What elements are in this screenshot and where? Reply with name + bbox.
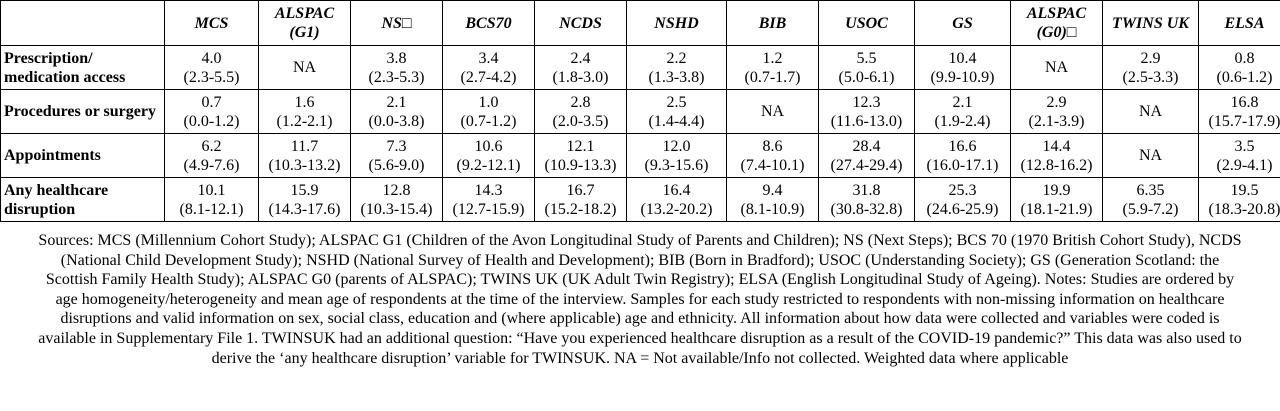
cell-estimate: 16.8 (1230, 93, 1259, 111)
cell-confidence-interval: (12.7-15.9) (452, 200, 525, 218)
table-cell (535, 134, 627, 178)
table-cell (1199, 46, 1280, 90)
cell-confidence-interval: (27.4-29.4) (830, 156, 903, 174)
table-row (1, 90, 1280, 134)
table-cell (535, 178, 627, 222)
table-cell (915, 178, 1011, 222)
cell-estimate: 2.9 (1046, 93, 1067, 111)
table-cell (443, 134, 535, 178)
cell-confidence-interval: (10.9-13.3) (544, 156, 617, 174)
table-cell (819, 134, 915, 178)
cell-estimate: 2.5 (666, 93, 687, 111)
cell-estimate: 16.4 (662, 181, 691, 199)
cell-estimate: 1.6 (294, 93, 315, 111)
cell-estimate: 3.4 (478, 49, 499, 67)
cell-confidence-interval: (18.1-21.9) (1020, 200, 1093, 218)
column-header: ELSA (1199, 1, 1280, 46)
table-body (1, 46, 1280, 222)
cell-confidence-interval: (0.0-1.2) (183, 112, 240, 130)
row-label: Appointments (1, 134, 165, 178)
cell-estimate: 12.8 (382, 181, 411, 199)
cell-estimate: 28.4 (852, 137, 881, 155)
cell-estimate: 3.5 (1234, 137, 1255, 155)
cell-confidence-interval: (5.0-6.1) (838, 68, 895, 86)
table-cell (1199, 134, 1280, 178)
table-cell (727, 134, 819, 178)
cell-confidence-interval: (8.1-12.1) (179, 200, 244, 218)
cell-confidence-interval: (4.9-7.6) (183, 156, 240, 174)
cell-estimate: 9.4 (762, 181, 783, 199)
table-cell (1103, 178, 1199, 222)
table-row (1, 46, 1280, 90)
cell-estimate: 1.2 (762, 49, 783, 67)
row-label: Any healthcare disruption (1, 178, 165, 222)
table-notes: Sources: MCS (Millennium Cohort Study); ALSPAC G1 (Children of the Avon Longitudinal Study of Parents and Children); NS (Next Steps); BCS 70 (1970 British Cohort Study), NCDS (National Child Development Study); NSHD (National Survey of Health and Development); BIB (Born in Bradford); USOC (Understanding Society); GS (Generation Scotland: the Scottish Family Health Study); ALSPAC G0 (parents of ALSPAC); TWINS UK (UK Adult Twin Registry); ELSA (English Longitudinal Study of Ageing). Notes: Studies are ordered by age homogeneity/heterogeneity and mean age of respondents at the time of the interview. Samples for each study restricted to respondents with non-missing information on healthcare disruptions and valid information on sex, social class, education and (where applicable) age and ethnicity. All information about how data were collected and variables were coded is available in Supplementary File 1. TWINSUK had an additional question: “Have you experienced healthcare disruption as a result of the COVID-19 pandemic?” This data was also used to derive the ‘any healthcare disruption’ variable for TWINSUK. NA = Not available/Info not collected. Weighted data where applicable (38, 232, 1242, 367)
cell-confidence-interval: (10.3-13.2) (268, 156, 341, 174)
cell-confidence-interval: (13.2-20.2) (640, 200, 713, 218)
cell-estimate: 0.7 (201, 93, 222, 111)
cell-confidence-interval: (12.8-16.2) (1020, 156, 1093, 174)
cell-confidence-interval: (5.9-7.2) (1122, 200, 1179, 218)
table-cell (915, 90, 1011, 134)
cell-confidence-interval: (2.1-3.9) (1028, 112, 1085, 130)
cell-confidence-interval: (0.7-1.2) (460, 112, 517, 130)
table-cell (165, 46, 259, 90)
cell-confidence-interval: (8.1-10.9) (740, 200, 805, 218)
table-cell (1199, 90, 1280, 134)
cell-estimate: 12.1 (566, 137, 595, 155)
cell-confidence-interval: (2.3-5.5) (183, 68, 240, 86)
table-cell (627, 46, 727, 90)
cell-estimate: 11.7 (290, 137, 319, 155)
cell-confidence-interval: (10.3-15.4) (360, 200, 433, 218)
cell-estimate: 8.6 (762, 137, 783, 155)
table-cell (535, 90, 627, 134)
cell-confidence-interval: (30.8-32.8) (830, 200, 903, 218)
cell-estimate: 19.9 (1042, 181, 1071, 199)
cell-confidence-interval: (1.2-2.1) (276, 112, 333, 130)
table-cell (1199, 178, 1280, 222)
table-cell (443, 90, 535, 134)
row-label: Prescription/ medication access (1, 46, 165, 90)
cell-confidence-interval: (9.3-15.6) (644, 156, 709, 174)
column-header: NCDS (535, 1, 627, 46)
table-cell (727, 46, 819, 90)
cell-estimate: 10.4 (948, 49, 977, 67)
cell-confidence-interval: (15.7-17.9) (1208, 112, 1280, 130)
cell-confidence-interval: (1.4-4.4) (648, 112, 705, 130)
table-cell (351, 178, 443, 222)
cell-confidence-interval: (16.0-17.1) (926, 156, 999, 174)
column-header: ALSPAC (G0)□ (1011, 1, 1103, 46)
cell-confidence-interval: (0.0-3.8) (368, 112, 425, 130)
table-cell (259, 90, 351, 134)
column-header: GS (915, 1, 1011, 46)
cell-estimate: 19.5 (1230, 181, 1259, 199)
table-cell (819, 178, 915, 222)
table-cell (627, 178, 727, 222)
table-cell (165, 178, 259, 222)
cell-estimate: 14.3 (474, 181, 503, 199)
cell-confidence-interval: (9.9-10.9) (930, 68, 995, 86)
cell-estimate: 12.0 (662, 137, 691, 155)
column-header: ALSPAC (G1) (259, 1, 351, 46)
table-cell (1011, 178, 1103, 222)
column-header: BIB (727, 1, 819, 46)
table-cell (627, 134, 727, 178)
table-cell (259, 134, 351, 178)
cell-estimate: 5.5 (856, 49, 877, 67)
cell-confidence-interval: (7.4-10.1) (740, 156, 805, 174)
column-header: BCS70 (443, 1, 535, 46)
cell-confidence-interval: (2.7-4.2) (460, 68, 517, 86)
column-header: TWINS UK (1103, 1, 1199, 46)
cell-estimate: NA (1138, 103, 1163, 120)
table-cell (915, 134, 1011, 178)
cell-estimate: 7.3 (386, 137, 407, 155)
cell-estimate: 2.8 (570, 93, 591, 111)
table-cell (1011, 134, 1103, 178)
cell-confidence-interval: (1.9-2.4) (934, 112, 991, 130)
table-cell (915, 46, 1011, 90)
cell-estimate: 1.0 (478, 93, 499, 111)
cell-confidence-interval: (18.3-20.8) (1208, 200, 1280, 218)
cell-confidence-interval: (15.2-18.2) (544, 200, 617, 218)
row-label: Procedures or surgery (1, 90, 165, 134)
cell-estimate: NA (1044, 59, 1069, 76)
cell-estimate: 6.2 (201, 137, 222, 155)
column-header: USOC (819, 1, 915, 46)
cell-confidence-interval: (2.3-5.3) (368, 68, 425, 86)
cell-estimate: NA (292, 59, 317, 76)
cell-confidence-interval: (0.6-1.2) (1216, 68, 1273, 86)
table-cell (351, 134, 443, 178)
table-row (1, 178, 1280, 222)
cell-estimate: 25.3 (948, 181, 977, 199)
cell-estimate: 2.4 (570, 49, 591, 67)
column-header: NSHD (627, 1, 727, 46)
cell-estimate: NA (760, 103, 785, 120)
table-cell (351, 90, 443, 134)
cell-estimate: 16.6 (948, 137, 977, 155)
cell-estimate: 0.8 (1234, 49, 1255, 67)
table-cell (1011, 46, 1103, 90)
cell-confidence-interval: (5.6-9.0) (368, 156, 425, 174)
cell-confidence-interval: (11.6-13.0) (830, 112, 903, 130)
table-cell (727, 178, 819, 222)
table-cell (535, 46, 627, 90)
cell-estimate: 2.1 (952, 93, 973, 111)
cell-estimate: 6.35 (1136, 181, 1165, 199)
cell-confidence-interval: (1.8-3.0) (552, 68, 609, 86)
table-cell (1103, 46, 1199, 90)
table-cell (259, 178, 351, 222)
cell-estimate: 4.0 (201, 49, 222, 67)
cell-estimate: 15.9 (290, 181, 319, 199)
column-header: NS□ (351, 1, 443, 46)
header-corner (1, 1, 165, 46)
cell-estimate: 2.9 (1140, 49, 1161, 67)
table-cell (443, 178, 535, 222)
table-row (1, 134, 1280, 178)
table-cell (443, 46, 535, 90)
table-cell (165, 134, 259, 178)
cell-estimate: NA (1138, 147, 1163, 164)
cell-estimate: 3.8 (386, 49, 407, 67)
table-cell (259, 46, 351, 90)
cell-confidence-interval: (9.2-12.1) (456, 156, 521, 174)
cell-estimate: 14.4 (1042, 137, 1071, 155)
header-row (1, 1, 1280, 46)
table-cell (627, 90, 727, 134)
cell-estimate: 31.8 (852, 181, 881, 199)
cell-confidence-interval: (2.5-3.3) (1122, 68, 1179, 86)
table-cell (1103, 134, 1199, 178)
cell-confidence-interval: (24.6-25.9) (926, 200, 999, 218)
cell-confidence-interval: (2.9-4.1) (1216, 156, 1273, 174)
table-cell (819, 46, 915, 90)
table-cell (1103, 90, 1199, 134)
cell-estimate: 16.7 (566, 181, 595, 199)
cell-estimate: 2.2 (666, 49, 687, 67)
table-cell (1011, 90, 1103, 134)
table-cell (819, 90, 915, 134)
cell-confidence-interval: (2.0-3.5) (552, 112, 609, 130)
cell-estimate: 2.1 (386, 93, 407, 111)
column-header: MCS (165, 1, 259, 46)
table-cell (165, 90, 259, 134)
cell-confidence-interval: (1.3-3.8) (648, 68, 705, 86)
cell-confidence-interval: (14.3-17.6) (268, 200, 341, 218)
table-cell (727, 90, 819, 134)
table-cell (351, 46, 443, 90)
cell-confidence-interval: (0.7-1.7) (744, 68, 801, 86)
cell-estimate: 10.1 (197, 181, 226, 199)
cell-estimate: 12.3 (852, 93, 881, 111)
cell-estimate: 10.6 (474, 137, 503, 155)
